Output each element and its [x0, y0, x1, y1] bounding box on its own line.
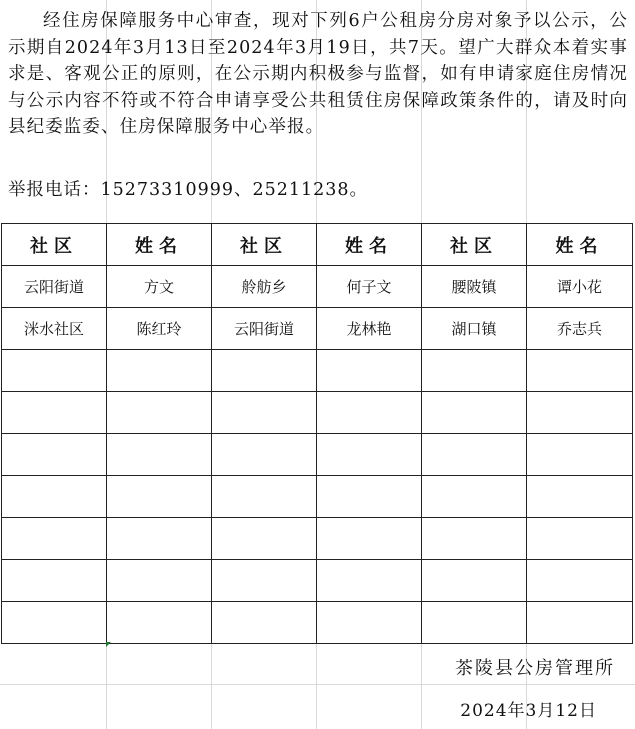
table-cell: 何子文 — [317, 266, 422, 308]
header-name: 姓名 — [527, 224, 633, 266]
table-cell: 云阳街道 — [212, 308, 317, 350]
table-row — [2, 476, 633, 518]
table-cell — [317, 476, 422, 518]
table-cell — [107, 476, 212, 518]
table-cell — [527, 434, 633, 476]
table-cell — [527, 476, 633, 518]
table-cell — [422, 434, 527, 476]
table-cell — [317, 392, 422, 434]
table-cell — [422, 602, 527, 644]
table-cell — [107, 350, 212, 392]
table-row — [2, 308, 633, 350]
table-cell — [2, 518, 107, 560]
table-cell — [527, 602, 633, 644]
table-cell — [107, 560, 212, 602]
table-cell — [527, 518, 633, 560]
table-cell — [212, 476, 317, 518]
table-cell: 洣水社区 — [2, 308, 107, 350]
table-cell: 龙林艳 — [317, 308, 422, 350]
table-cell — [212, 602, 317, 644]
table-cell — [2, 434, 107, 476]
grid-line — [0, 684, 635, 685]
table-cell — [2, 350, 107, 392]
table-row — [2, 392, 633, 434]
cell-comment-marker — [106, 642, 111, 647]
table-cell: 乔志兵 — [527, 308, 633, 350]
table-row — [2, 518, 633, 560]
header-community: 社区 — [212, 224, 317, 266]
table-row — [2, 434, 633, 476]
table-cell — [527, 350, 633, 392]
table-cell: 方文 — [107, 266, 212, 308]
header-name: 姓名 — [107, 224, 212, 266]
table-cell — [2, 560, 107, 602]
table-cell — [107, 602, 212, 644]
table-cell: 湖口镇 — [422, 308, 527, 350]
table-cell — [107, 518, 212, 560]
table-cell: 陈红玲 — [107, 308, 212, 350]
table-cell — [422, 350, 527, 392]
table-cell — [2, 602, 107, 644]
table-cell — [212, 392, 317, 434]
table-cell — [212, 434, 317, 476]
table-cell — [317, 602, 422, 644]
table-cell — [107, 434, 212, 476]
table-row — [2, 266, 633, 308]
notice-text — [8, 8, 628, 141]
table-cell — [527, 560, 633, 602]
table-cell — [422, 476, 527, 518]
table-cell — [107, 392, 212, 434]
notice-paragraph: 经住房保障服务中心审查，现对下列6户公租房分房对象予以公示，公示期自2024年3月13日至2024年3月19日，共7天。望广大群众本着实事求是、客观公正的原则，在公示期内积极参与监督，如有申请家庭住房情况与公示内容不符或不符合申请享受公共租赁住房保障政策条件的，请及时向县纪委监委、住房保障服务中心举报。 — [8, 11, 628, 137]
table-cell — [422, 560, 527, 602]
table-row — [2, 602, 633, 644]
table-cell — [212, 518, 317, 560]
header-name: 姓名 — [317, 224, 422, 266]
table-cell: 腰陂镇 — [422, 266, 527, 308]
table-row — [2, 350, 633, 392]
table-cell — [317, 350, 422, 392]
header-community: 社区 — [422, 224, 527, 266]
table-cell: 云阳街道 — [2, 266, 107, 308]
table-cell — [2, 476, 107, 518]
header-community: 社区 — [2, 224, 107, 266]
issue-date: 2024年3月12日 — [460, 701, 597, 721]
allocation-table — [1, 223, 633, 644]
table-cell — [422, 392, 527, 434]
table-row — [2, 560, 633, 602]
issuer-name: 茶陵县公房管理所 — [455, 658, 615, 679]
table-cell: 舲舫乡 — [212, 266, 317, 308]
table-cell — [212, 560, 317, 602]
report-hotline: 举报电话：15273310999、25211238。 — [8, 180, 369, 200]
table-cell — [317, 560, 422, 602]
table-cell — [527, 392, 633, 434]
table-cell — [2, 392, 107, 434]
table-cell — [317, 434, 422, 476]
table-cell — [317, 518, 422, 560]
table-cell — [212, 350, 317, 392]
table-cell: 谭小花 — [527, 266, 633, 308]
table-cell — [422, 518, 527, 560]
table-header-row — [2, 224, 633, 266]
